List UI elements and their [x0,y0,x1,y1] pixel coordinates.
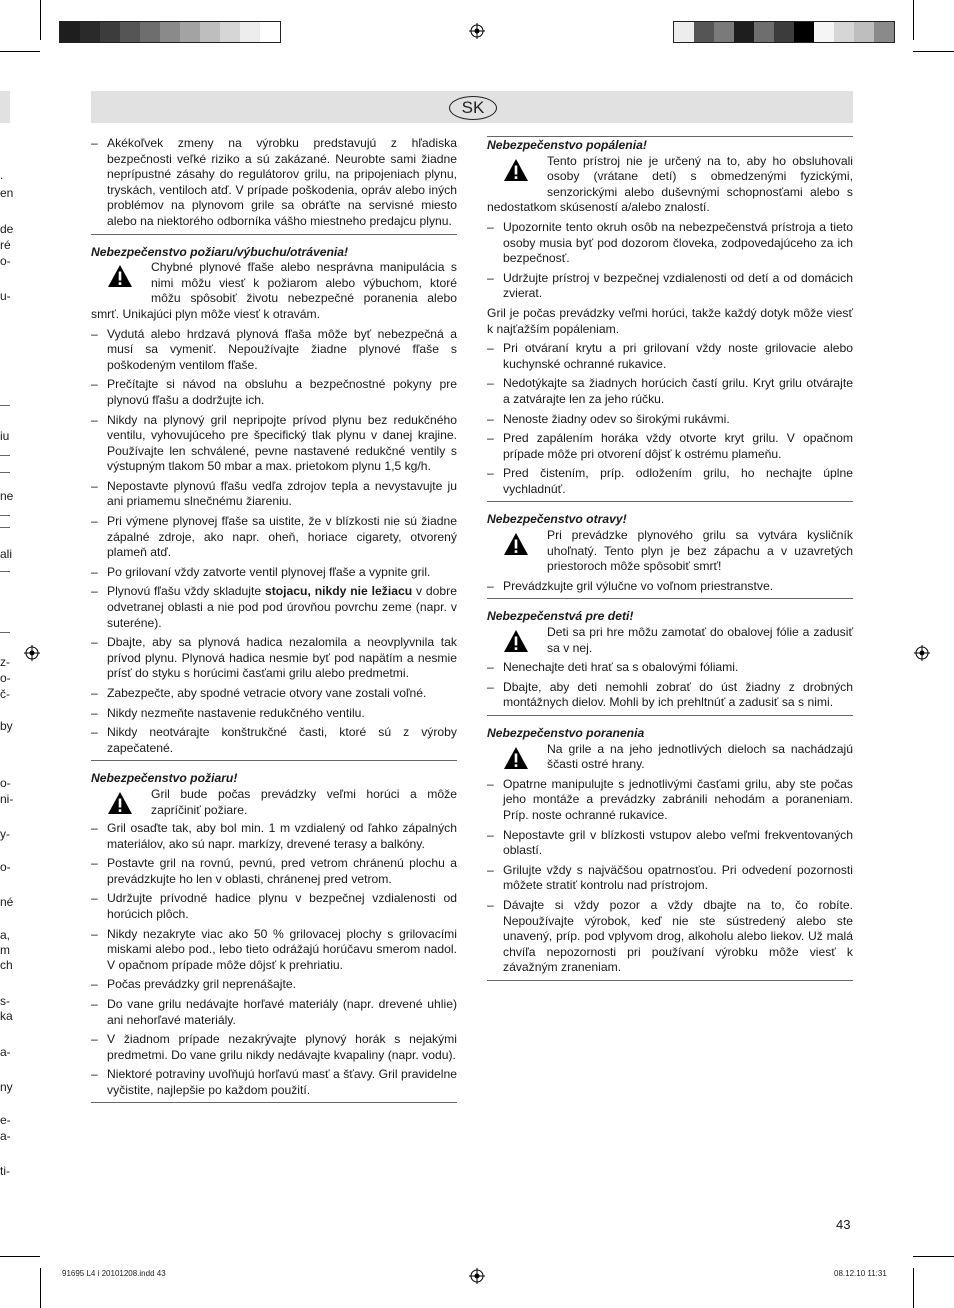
warning-triangle-icon [503,158,529,182]
list-item: – Grilujte vždy s najväčšou opatrnosťou. Pri odvedení pozornosti môžete stratiť kontrolu nad prístrojom. [487,862,853,893]
list-item: – Nikdy nezakryte viac ako 50 % grilovacej plochy s grilovacími miskami alebo pod., lebo tieto odrážajú horúčavu smerom nadol. V opačnom prípade môže dôjsť k prehriatiu. [91,926,457,972]
color-registration-bar-right [673,21,895,43]
divider [487,980,853,981]
edge-fragment: ka [0,1009,13,1023]
color-swatch [120,22,140,42]
divider [487,598,853,599]
list-item: – V žiadnom prípade nezakrývajte plynový horák s nejakými predmetmi. Do vane grilu nikdy nedávajte kvapaliny (napr. vodu). [91,1032,457,1062]
list-item: – Zabezpečte, aby spodné vetracie otvory vane zostali voľné. [91,686,427,700]
list-item: – Počas prevádzky gril neprenášajte. [91,977,296,992]
color-swatch [874,22,894,42]
warning-block: Pri prevádzke plynového grilu sa vytvára kysličník uhoľnatý. Tento plyn je bez zápachu a v uzavretých priestoroch môže spôsobiť smrť! [487,528,853,575]
warning-block: Tento prístroj nie je určený na to, aby ho obsluhovali osoby (vrátane detí) s obmedzenými fyzickými, senzorickými alebo duševnými schopnosťami alebo s nedostatkom skúseností a/alebo znalostí. [487,153,853,215]
color-swatch [754,22,774,42]
color-swatch [160,22,180,42]
edge-fragment: z- [0,655,10,669]
warning-block: Gril bude počas prevádzky veľmi horúci a môže zapríčiniť požiare. [91,787,457,818]
color-registration-bar-left [59,21,281,43]
divider [0,571,10,572]
list-item: – Pri otváraní krytu a pri grilovaní vždy noste grilovacie alebo kuchynské ochranné rukavice. [487,341,853,371]
left-column [91,136,457,1103]
color-swatch [100,22,120,42]
divider [91,234,457,235]
edge-fragment: a, [0,928,11,942]
edge-fragment: č- [0,687,10,701]
list-item: – Plynovú fľašu vždy skladujte stojacu, nikdy nie ležiacu v dobre odvetranej oblasti a nie pod pod úrovňou povrchu zeme (napr. v suteréne). [91,584,457,630]
edge-fragment: en [0,186,14,200]
color-swatch [794,22,814,42]
divider [487,501,853,502]
edge-fragment: ti- [0,1164,10,1178]
language-badge: SK [449,96,497,120]
crop-mark [913,1268,914,1308]
edge-fragment: u- [0,289,11,303]
list-item: – Dbajte, aby deti nemohli zobrať do úst žiadny z drobných montážnych dielov. Mohli by ich prehltnúť a zadusiť sa s nimi. [487,679,853,710]
crop-mark [913,0,914,40]
section-title: Nebezpečenstvo otravy! [487,512,627,527]
list-item: – Pred zapálením horáka vždy otvorte kryt grilu. V opačnom prípade môže pri otvorení dôjsť k ostrému plameňu. [487,431,853,461]
warning-block: Na grile a na jeho jednotlivých dieloch sa nachádzajú ščasti ostré hrany. [487,742,853,773]
list-item: – Nenechajte deti hrať sa s obalovými fóliami. [487,660,739,675]
color-swatch [180,22,200,42]
edge-fragment: o- [0,776,11,790]
crop-mark [40,0,41,40]
list-item: – Prevádzkujte gril výlučne vo voľnom priestranstve. [487,578,774,593]
edge-fragment: e- [0,1113,11,1127]
color-swatch [854,22,874,42]
color-swatch [694,22,714,42]
edge-fragment: a- [0,1045,11,1059]
divider [487,136,853,137]
list-item: – Nepostavte gril v blízkosti vstupov alebo veľmi frekventovaných oblastí. [487,827,853,858]
color-swatch [774,22,794,42]
color-swatch [674,22,694,42]
list-item: – Po grilovaní vždy zatvorte ventil plynovej fľaše a vypnite gril. [91,564,431,579]
edge-fragment: o- [0,254,11,268]
edge-fragment: . [0,168,4,182]
section-title: Nebezpečenstvo popálenia! [487,138,647,152]
crop-mark [40,1268,41,1308]
warning-triangle-icon [107,264,133,288]
list-item: – Udržujte prívodné hadice plynu v bezpečnej vzdialenosti od horúcich plôch. [91,891,457,921]
list-item: – Pred čistením, príp. odložením grilu, ho nechajte úplne vychladnúť. [487,466,853,496]
list-item: – Gril osaďte tak, aby bol min. 1 m vzdialený od ľahko zápalných materiálov, ako sú napr. markízy, drevené terasy a balkóny. [91,820,457,851]
divider [0,632,10,633]
warning-block: Chybné plynové fľaše alebo nesprávna manipulácia s nimi môžu viesť k požiarom alebo výbuchom, ktoré môžu spôsobiť životu nebezpečné poranenia alebo smrť. Unikajúci plyn môže viesť k otravám. [91,260,457,321]
footer-filename: 91695 L4 i 20101208.indd 43 [62,1269,166,1278]
list-item: – Nikdy na plynový gril nepripojte prívod plynu bez redukčného ventilu, vyhovujúceho pre špecifický tlak plynu v danej krajine. Používajte len schválené, pevne nastavené redukčné ventily s výstupným tlakom 50 mbar a max. prietokom plynu 1,5 kg/h. [91,412,457,474]
divider [0,405,10,406]
divider [0,527,10,528]
crop-mark [913,51,954,52]
divider [91,760,457,761]
list-item: – Dávajte si vždy pozor a vždy dbajte na to, čo robíte. Nepoužívajte výrobok, keď nie ste sústredený alebo ste unavený, príp. pod vplyvom drog, alkoholu alebo liekov. Už malá chvíľa nepozornosti pri používaní výrobku môže viesť k závažným zraneniam. [487,897,853,975]
edge-fragment: by [0,719,13,733]
list-item: – Opatrne manipulujte s jednotlivými časťami grilu, aby ste počas jeho montáže a prevádzky zabránili nehodám a poraneniam. Príp. noste ochranné rukavice. [487,776,853,822]
edge-fragment: né [0,895,14,909]
page-number: 43 [836,1217,851,1232]
color-swatch [80,22,100,42]
edge-fragment: ali [0,547,13,561]
divider [0,472,10,473]
edge-fragment: iu [0,429,10,443]
color-swatch [814,22,834,42]
list-item: – Nenoste žiadny odev so širokými rukávmi. [487,411,730,426]
edge-fragment: ré [0,238,11,252]
edge-fragment: y- [0,827,10,841]
list-item: – Nepostavte plynovú fľašu vedľa zdrojov tepla a nevystavujte ju ani priamemu slnečnému žiareniu. [91,478,457,509]
color-swatch [140,22,160,42]
edge-fragment: m [0,943,10,957]
list-item: – Akékoľvek zmeny na výrobku predstavujú z hľadiska bezpečnosti veľké riziko a sú zakázané. Neurobte sami žiadne neprípustné zásahy do regulátorov grilu, na pripojeniach plynu, tryskách, ventiloch atď. V prípade poškodenia, opráv alebo iných problémov na plynovom grile sa obráťte na servisné miesto alebo na niektorého odborníka vášho miestneho predajcu plynu. [91,136,457,228]
edge-fragment: o- [0,860,11,874]
edge-fragment: ni- [0,792,14,806]
color-swatch [834,22,854,42]
divider [487,715,853,716]
edge-fragment: a- [0,1129,11,1143]
warning-triangle-icon [503,746,529,770]
list-item: – Udržujte prístroj v bezpečnej vzdialenosti od detí a od domácich zvierat. [487,270,853,301]
registration-target-icon [469,1268,485,1284]
edge-fragment: ne [0,489,14,503]
edge-fragment: ny [0,1080,13,1094]
color-swatch [260,22,280,42]
section-title: Nebezpečenstvo požiaru! [91,771,238,786]
edge-fragment: ch [0,958,13,972]
divider [91,1102,457,1103]
paragraph: Gril je počas prevádzky veľmi horúci, takže každý dotyk môže viesť k najťažším popáleniam. [487,305,853,336]
registration-target-icon [24,645,40,661]
edge-fragment: o- [0,671,11,685]
color-swatch [60,22,80,42]
crop-mark [913,1256,954,1257]
previous-page-band-edge [0,91,10,123]
section-title: Nebezpečenstvo požiaru/výbuchu/otrávenia! [91,244,349,259]
crop-mark [0,1256,40,1257]
list-item: – Upozornite tento okruh osôb na nebezpečenstvá prístroja a tieto osoby musia byť pod dozorom človeka, zodpovedajúceho za ich bezpečnosť. [487,219,853,266]
color-swatch [200,22,220,42]
registration-target-icon [469,23,485,39]
list-item: – Nedotýkajte sa žiadnych horúcich častí grilu. Kryt grilu otvárajte a zatvárajte len za jeho rúčku. [487,376,853,406]
crop-mark [0,51,40,52]
list-item: – Postavte gril na rovnú, pevnú, pred vetrom chránenú plochu a prevádzkujte ho len v oblasti, chránenej pred vetrom. [91,856,457,886]
right-column [487,136,853,981]
color-swatch [734,22,754,42]
color-swatch [220,22,240,42]
edge-fragment: s- [0,994,10,1008]
list-item: – Nikdy nezmeňte nastavenie redukčného ventilu. [91,705,365,720]
list-item: – Do vane grilu nedávajte horľavé materiály (napr. drevené uhlie) ani nehorľavé materiály. [91,996,457,1027]
color-swatch [714,22,734,42]
warning-triangle-icon [503,629,529,653]
edge-fragment: de [0,222,14,236]
color-swatch [240,22,260,42]
list-item: – Niektoré potraviny uvoľňujú horľavú masť a šťavy. Gril pravidelne vyčistite, najlepšie po každom použití. [91,1067,457,1097]
section-title: Nebezpečenstvo poranenia [487,726,645,740]
list-item: – Prečítajte si návod na obsluhu a bezpečnostné pokyny pre plynovú fľašu a dodržujte ich. [91,377,457,407]
footer-date: 08.12.10 11:31 [834,1269,887,1278]
warning-block: Deti sa pri hre môžu zamotať do obalovej fólie a zadusiť sa v nej. [487,625,853,656]
list-item: – Nikdy neotvárajte konštrukčné časti, ktoré sú z výroby zapečatené. [91,725,457,755]
warning-triangle-icon [107,791,133,815]
divider [0,515,10,516]
list-item: – Pri výmene plynovej fľaše sa uistite, že v blízkosti nie sú žiadne zápalné zdroje, ako napr. oheň, horiace cigarety, otvorený plameň atď. [91,514,457,560]
warning-triangle-icon [503,532,529,556]
list-item: – Dbajte, aby sa plynová hadica nezalomila a neovplyvnila tak prívod plynu. Plynová hadica nesmie byť pod napätím a nesmie prísť do styku s horúcimi časťami grilu alebo predmetmi. [91,635,457,681]
registration-target-icon [914,645,930,661]
list-item: – Vydutá alebo hrdzavá plynová fľaša môže byť nebezpečná a musí sa vymeniť. Nepoužívajte žiadne plynové fľaše s poškodeným ventilom fľaše. [91,326,457,372]
section-title: Nebezpečenstvá pre deti! [487,609,634,624]
divider [0,455,10,456]
